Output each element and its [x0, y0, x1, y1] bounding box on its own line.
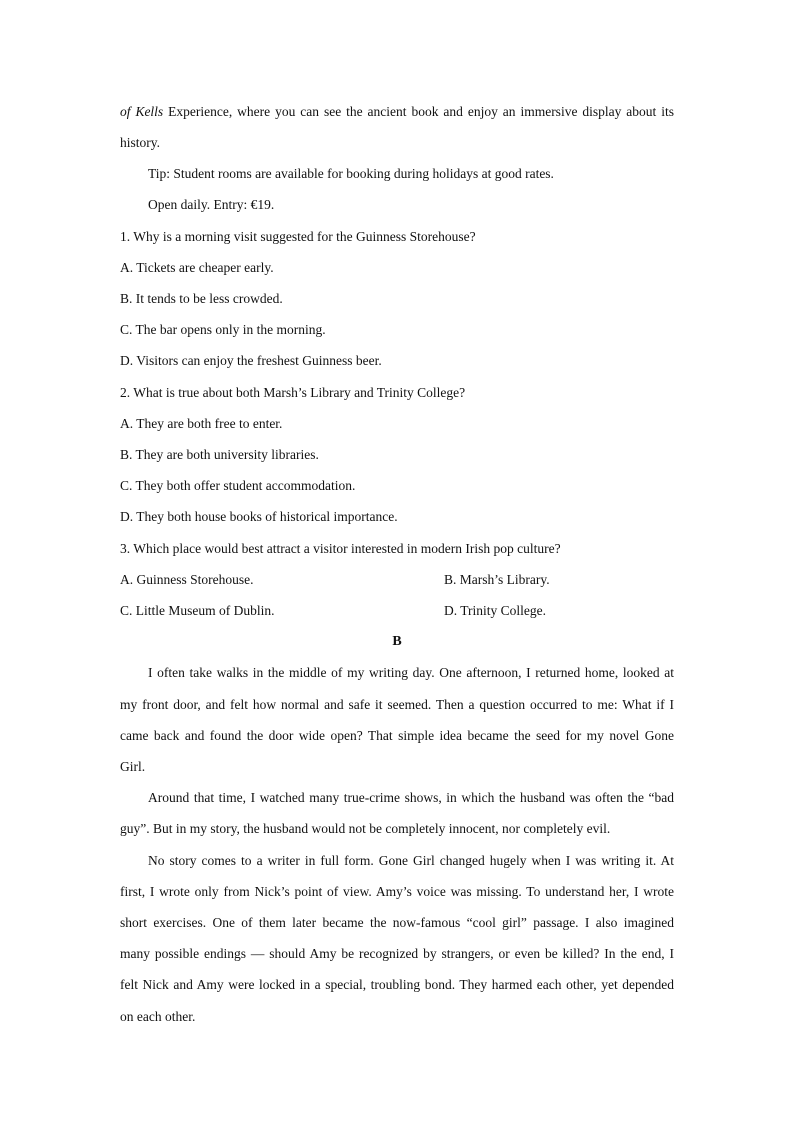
paragraph-line: No story comes to a writer in full form. Gone Girl changed hugely when I was writing it. At: [148, 853, 674, 868]
tip-line: Tip: Student rooms are available for booking during holidays at good rates.: [148, 166, 554, 181]
answer-option: A. Tickets are cheaper early.: [120, 260, 274, 275]
paragraph-line: on each other.: [120, 1009, 196, 1024]
question-stem: 3. Which place would best attract a visitor interested in modern Irish pop culture?: [120, 541, 561, 556]
paragraph-line: many possible endings — should Amy be recognized by strangers, or even be killed? In the end, I: [120, 946, 674, 961]
paragraph-line: guy”. But in my story, the husband would not be completely innocent, nor completely evil.: [120, 821, 611, 836]
answer-option: C. Little Museum of Dublin.: [120, 603, 275, 618]
answer-option: C. They both offer student accommodation.: [120, 478, 356, 493]
paragraph-line: came back and found the door wide open? That simple idea became the seed for my novel Gone: [120, 728, 674, 743]
paragraph-line: felt Nick and Amy were locked in a special, troubling bond. They harmed each other, yet depended: [120, 977, 674, 992]
answer-option: D. Trinity College.: [444, 603, 547, 618]
answer-option: D. Visitors can enjoy the freshest Guinness beer.: [120, 353, 382, 368]
paragraph-line: my front door, and felt how normal and safe it seemed. Then a question occurred to me: What if I: [120, 697, 674, 712]
answer-option: D. They both house books of historical importance.: [120, 509, 398, 524]
paragraph-line: Around that time, I watched many true-crime shows, in which the husband was often the “bad: [148, 790, 674, 805]
passage-line: history.: [120, 135, 160, 150]
question-stem: 2. What is true about both Marsh’s Library and Trinity College?: [120, 385, 466, 400]
paragraph-line: first, I wrote only from Nick’s point of view. Amy’s voice was missing. To understand her, I wrote: [120, 884, 674, 899]
hours-line: Open daily. Entry: €19.: [148, 197, 275, 212]
passage-line: [120, 103, 674, 121]
answer-option: B. They are both university libraries.: [120, 447, 319, 462]
question-stem: 1. Why is a morning visit suggested for the Guinness Storehouse?: [120, 229, 476, 244]
answer-option: A. They are both free to enter.: [120, 416, 283, 431]
section-heading: B: [392, 634, 402, 649]
answer-option: B. It tends to be less crowded.: [120, 291, 283, 306]
paragraph-line: I often take walks in the middle of my writing day. One afternoon, I returned home, looked at: [148, 665, 674, 680]
paragraph-line: Girl.: [120, 759, 146, 774]
passage-text: Experience, where you can see the ancient book and enjoy an immersive display about its: [163, 104, 674, 119]
paragraph-line: short exercises. One of them later became the now-famous “cool girl” passage. I also imagined: [120, 915, 674, 930]
answer-option: B. Marsh’s Library.: [444, 572, 550, 587]
answer-option: C. The bar opens only in the morning.: [120, 322, 326, 337]
answer-option: A. Guinness Storehouse.: [120, 572, 254, 587]
book-title-italic: of Kells: [120, 104, 164, 119]
